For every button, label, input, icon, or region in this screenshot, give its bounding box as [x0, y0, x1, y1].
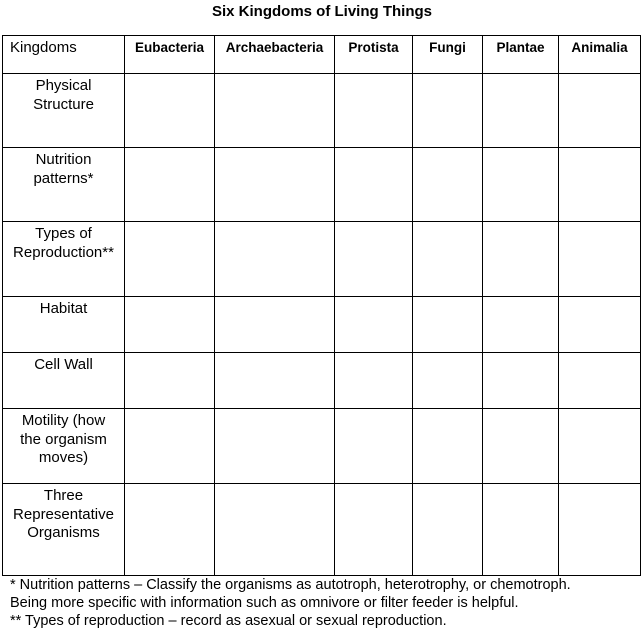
table-cell[interactable]	[483, 297, 559, 353]
row-label-line: Cell Wall	[34, 356, 93, 373]
row-label-line: Reproduction**	[13, 243, 114, 261]
table-row	[3, 409, 641, 484]
table-cell[interactable]	[559, 409, 641, 484]
table-cell[interactable]	[413, 222, 483, 297]
table-row	[3, 353, 641, 409]
table-row	[3, 74, 641, 148]
row-label-types-of-reproduction	[3, 222, 125, 297]
row-label-line: Physical	[35, 77, 92, 94]
table-cell[interactable]	[559, 74, 641, 148]
row-label-cell-wall	[3, 353, 125, 409]
table-cell[interactable]	[215, 353, 335, 409]
table-cell[interactable]	[215, 222, 335, 297]
row-label-line: Representative	[13, 505, 114, 523]
table-cell[interactable]	[125, 484, 215, 576]
row-label-representative-organisms	[3, 484, 125, 576]
row-label-motility	[3, 409, 125, 484]
table-header-row	[3, 36, 641, 74]
table-cell[interactable]	[483, 222, 559, 297]
page-title: Six Kingdoms of Living Things	[212, 3, 432, 20]
table-cell[interactable]	[559, 222, 641, 297]
table-cell[interactable]	[413, 74, 483, 148]
header-protista: Protista	[335, 36, 413, 74]
table-cell[interactable]	[215, 484, 335, 576]
table-cell[interactable]	[559, 148, 641, 222]
footnotes	[10, 576, 640, 630]
table-row	[3, 297, 641, 353]
table-cell[interactable]	[215, 74, 335, 148]
table-cell[interactable]	[559, 484, 641, 576]
table-cell[interactable]	[215, 409, 335, 484]
table-cell[interactable]	[335, 484, 413, 576]
table-cell[interactable]	[559, 297, 641, 353]
row-label-physical-structure	[3, 74, 125, 148]
header-archaebacteria: Archaebacteria	[215, 36, 335, 74]
table-cell[interactable]	[483, 353, 559, 409]
table-cell[interactable]	[335, 74, 413, 148]
table-cell[interactable]	[125, 222, 215, 297]
table-cell[interactable]	[335, 222, 413, 297]
table-cell[interactable]	[335, 353, 413, 409]
header-animalia: Animalia	[559, 36, 641, 74]
table-cell[interactable]	[215, 297, 335, 353]
footnote-nutrition-detail: Being more specific with information such as omnivore or filter feeder is helpful.	[10, 595, 519, 611]
table-cell[interactable]	[413, 484, 483, 576]
row-label-habitat	[3, 297, 125, 353]
row-label-line: Structure	[33, 95, 94, 113]
row-label-line: Organisms	[27, 524, 100, 541]
table-cell[interactable]	[125, 353, 215, 409]
table-cell[interactable]	[413, 297, 483, 353]
footnote-nutrition: * Nutrition patterns – Classify the organisms as autotroph, heterotrophy, or chemotroph.	[10, 577, 571, 593]
row-label-line: Nutrition	[35, 151, 92, 168]
header-kingdoms: Kingdoms	[3, 36, 125, 74]
table-cell[interactable]	[559, 353, 641, 409]
table-cell[interactable]	[335, 148, 413, 222]
header-plantae: Plantae	[483, 36, 559, 74]
header-fungi: Fungi	[413, 36, 483, 74]
table-cell[interactable]	[125, 74, 215, 148]
table-cell[interactable]	[483, 148, 559, 222]
header-eubacteria: Eubacteria	[125, 36, 215, 74]
table-cell[interactable]	[125, 409, 215, 484]
row-label-line: patterns*	[33, 169, 94, 187]
table-cell[interactable]	[125, 297, 215, 353]
footnote-reproduction: ** Types of reproduction – record as asexual or sexual reproduction.	[10, 613, 447, 629]
table-cell[interactable]	[413, 353, 483, 409]
row-label-line: Types of	[35, 225, 92, 242]
table-cell[interactable]	[413, 148, 483, 222]
table-cell[interactable]	[125, 148, 215, 222]
row-label-line: Three	[43, 487, 84, 504]
row-label-line: moves)	[38, 449, 89, 466]
row-label-nutrition-patterns	[3, 148, 125, 222]
row-label-line: Motility (how	[21, 412, 106, 429]
table-cell[interactable]	[483, 409, 559, 484]
row-label-line: Habitat	[39, 300, 88, 317]
kingdoms-table	[2, 35, 641, 576]
table-cell[interactable]	[483, 484, 559, 576]
table-cell[interactable]	[483, 74, 559, 148]
table-cell[interactable]	[215, 148, 335, 222]
table-cell[interactable]	[413, 409, 483, 484]
table-row	[3, 148, 641, 222]
table-cell[interactable]	[335, 297, 413, 353]
table-row	[3, 484, 641, 576]
row-label-line: the organism	[20, 430, 107, 448]
table-cell[interactable]	[335, 409, 413, 484]
table-row	[3, 222, 641, 297]
